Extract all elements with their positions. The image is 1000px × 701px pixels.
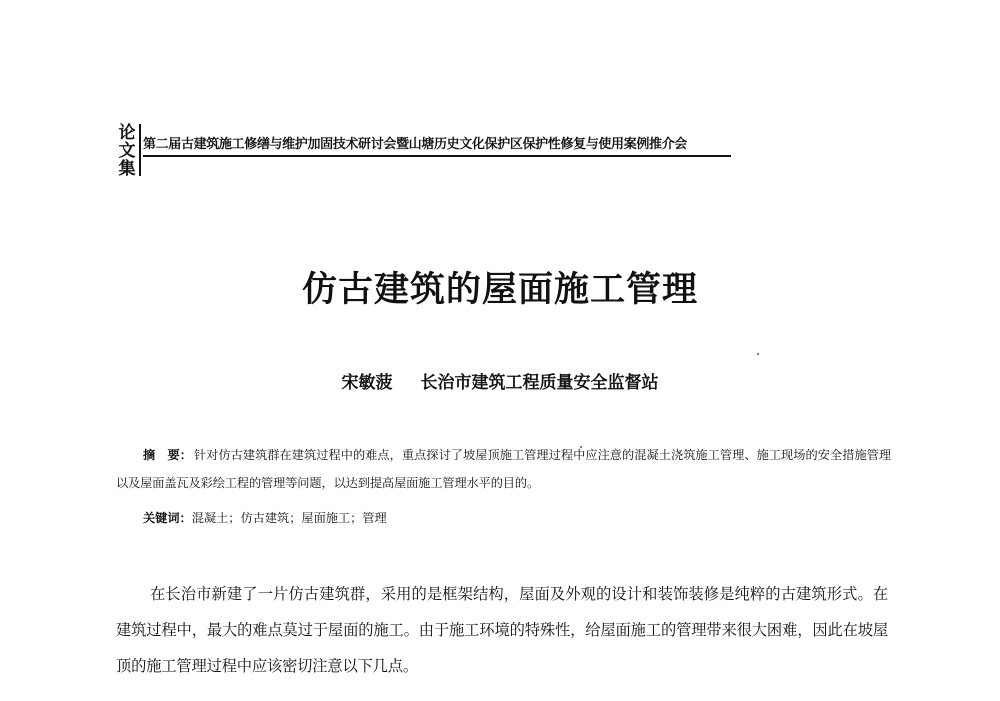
conference-title: 第二届古建筑施工修缮与维护加固技术研讨会暨山塘历史文化保护区保护性修复与使用案例推介会	[143, 133, 731, 157]
collection-tag-char: 论	[118, 123, 136, 143]
byline	[0, 368, 1000, 393]
scan-speck	[580, 446, 582, 448]
header-vertical-rule	[139, 124, 141, 176]
abstract-text: 针对仿古建筑群在建筑过程中的难点，重点探讨了坡屋顶施工管理过程中应注意的混凝土浇筑施工管理、施工现场的安全措施管理以及屋面盖瓦及彩绘工程的管理等问题，以达到提高屋面施工管理水平的目的。	[116, 448, 891, 490]
keywords-text: 混凝土；仿古建筑；屋面施工；管理	[191, 511, 387, 525]
paper-title: 仿古建筑的屋面施工管理	[301, 270, 698, 310]
abstract-label: 摘 要：	[143, 448, 192, 462]
collection-tag-char: 集	[118, 159, 136, 179]
keywords	[143, 508, 387, 528]
body-paragraph: 在长治市新建了一片仿古建筑群，采用的是框架结构，屋面及外观的设计和装饰装修是纯粹的古建筑形式。在建筑过程中，最大的难点莫过于屋面的施工。由于施工环境的特殊性，给屋面施工的管理带来很大困难，因此在坡屋顶的施工管理过程中应该密切注意以下几点。	[116, 585, 888, 675]
author-affiliation: 长治市建筑工程质量安全监督站	[420, 373, 659, 393]
abstract	[116, 441, 891, 497]
collection-tag	[116, 124, 138, 178]
keywords-label: 关键词：	[143, 511, 192, 525]
scan-speck	[757, 353, 759, 355]
collection-tag-char: 文	[118, 141, 136, 161]
author-name: 宋敏菠	[341, 373, 393, 393]
